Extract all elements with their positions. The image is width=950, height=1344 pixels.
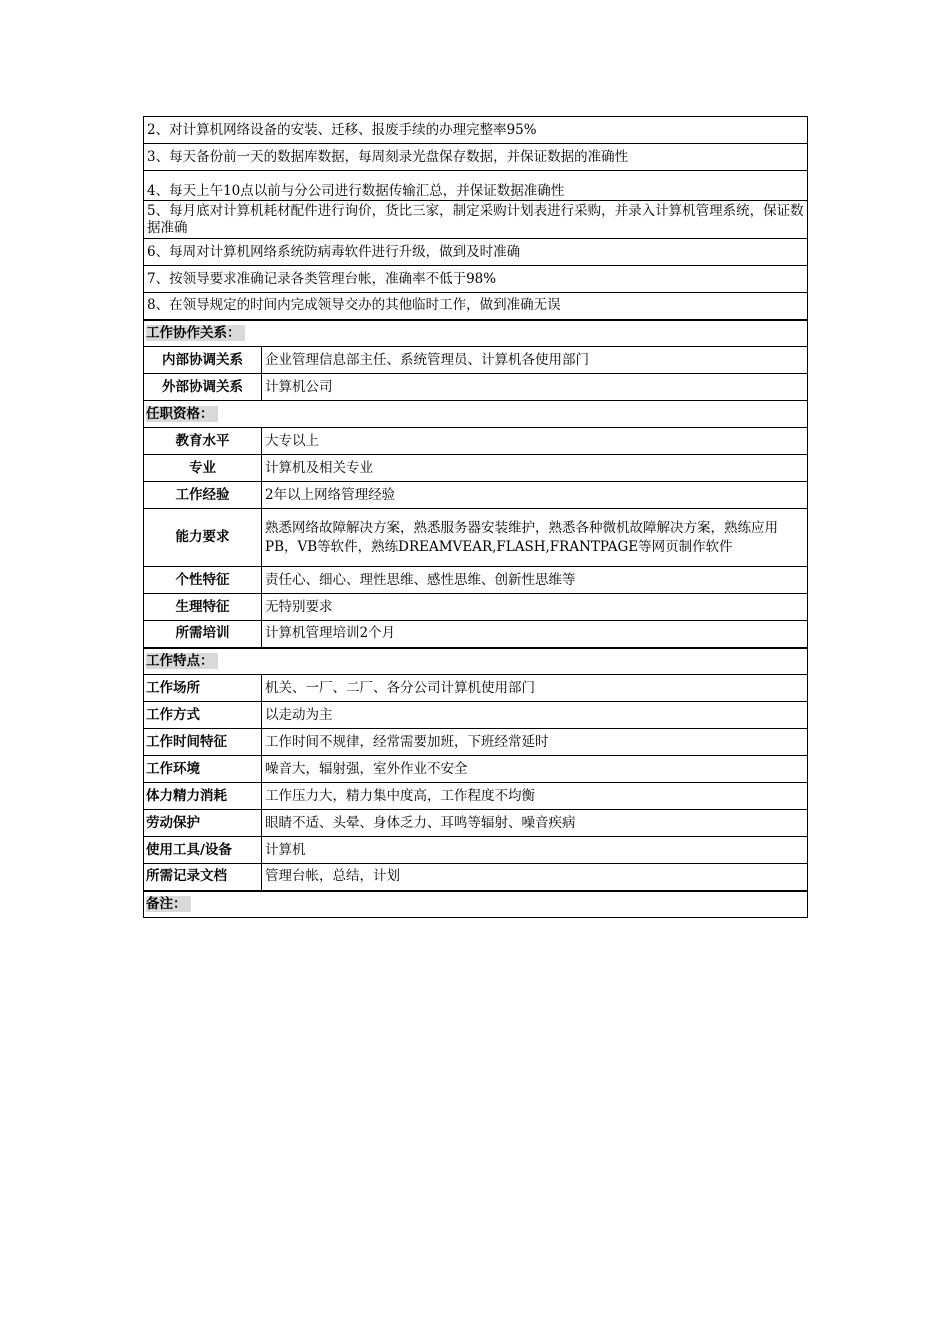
section-title-text: 工作协作关系： [146,325,245,341]
duty-item: 7、按领导要求准确记录各类管理台帐，准确率不低于98% [144,266,808,293]
feature-value: 噪音大，辐射强，室外作业不安全 [262,756,808,783]
feature-label: 工作环境 [144,756,262,783]
duty-item: 3、每天备份前一天的数据库数据，每周刻录光盘保存数据，并保证数据的准确性 [144,144,808,171]
qualification-label: 个性特征 [144,567,262,594]
feature-label: 使用工具/设备 [144,837,262,864]
qualification-label: 工作经验 [144,482,262,509]
duty-item: 8、在领导规定的时间内完成领导交办的其他临时工作，做到准确无误 [144,293,808,320]
job-description-table [143,116,808,918]
feature-value: 工作时间不规律，经常需要加班，下班经常延时 [262,729,808,756]
qualification-label: 教育水平 [144,428,262,455]
section-title-remarks [144,891,808,918]
section-title-text: 备注： [146,896,191,912]
feature-label: 所需记录文档 [144,864,262,891]
feature-label: 工作方式 [144,702,262,729]
section-title-text: 任职资格： [146,406,218,422]
section-title-qualifications [144,401,808,428]
duty-item: 2、对计算机网络设备的安装、迁移、报废手续的办理完整率95% [144,117,808,144]
qualification-label: 所需培训 [144,621,262,648]
section-title-collab [144,320,808,347]
qualification-label: 能力要求 [144,509,262,567]
qualification-value: 大专以上 [262,428,808,455]
qualification-value: 计算机及相关专业 [262,455,808,482]
qualification-value: 计算机管理培训2个月 [262,621,808,648]
feature-label: 劳动保护 [144,810,262,837]
qualification-label: 生理特征 [144,594,262,621]
duty-item: 4、每天上午10点以前与分公司进行数据传输汇总，并保证数据准确性 [144,171,808,201]
qualification-label: 专业 [144,455,262,482]
qualification-value: 责任心、细心、理性思维、感性思维、创新性思维等 [262,567,808,594]
duty-item: 6、每周对计算机网络系统防病毒软件进行升级，做到及时准确 [144,239,808,266]
feature-value: 管理台帐，总结，计划 [262,864,808,891]
section-title-text: 工作特点： [146,653,218,669]
qualification-value: 熟悉网络故障解决方案，熟悉服务器安装维护，熟悉各种微机故障解决方案，熟练应用PB，VB等软件，熟练DREAMVEAR,FLASH,FRANTPAGE等网页制作软件 [262,509,808,567]
feature-value: 计算机 [262,837,808,864]
qualification-value: 2年以上网络管理经验 [262,482,808,509]
feature-label: 工作时间特征 [144,729,262,756]
qualification-value: 无特别要求 [262,594,808,621]
section-title-features [144,648,808,675]
feature-label: 体力精力消耗 [144,783,262,810]
internal-collab-label: 内部协调关系 [144,347,262,374]
feature-value: 眼睛不适、头晕、身体乏力、耳鸣等辐射、噪音疾病 [262,810,808,837]
external-collab-value: 计算机公司 [262,374,808,401]
duty-item: 5、每月底对计算机耗材配件进行询价，货比三家，制定采购计划表进行采购，并录入计算机管理系统，保证数据准确 [144,201,808,239]
feature-value: 以走动为主 [262,702,808,729]
external-collab-label: 外部协调关系 [144,374,262,401]
feature-label: 工作场所 [144,675,262,702]
internal-collab-value: 企业管理信息部主任、系统管理员、计算机各使用部门 [262,347,808,374]
feature-value: 机关、一厂、二厂、各分公司计算机使用部门 [262,675,808,702]
feature-value: 工作压力大，精力集中度高，工作程度不均衡 [262,783,808,810]
